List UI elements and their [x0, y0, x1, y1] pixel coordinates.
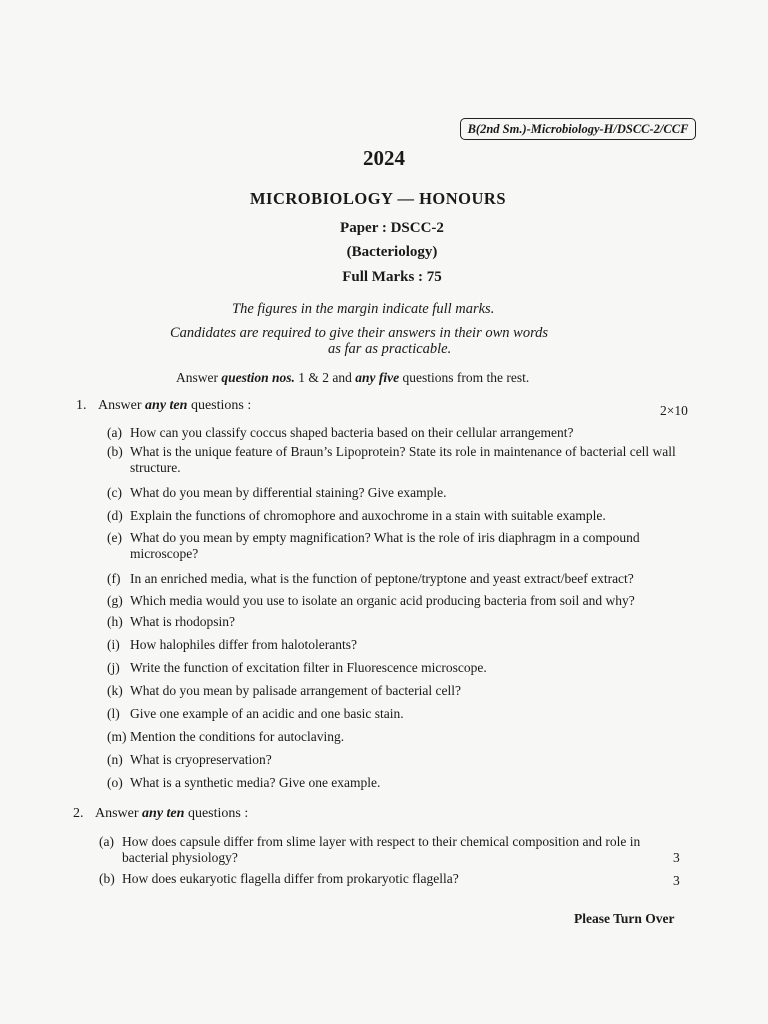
item-text: What do you mean by palisade arrangement of bacterial cell? [130, 683, 461, 698]
paper-subtitle: (Bacteriology) [346, 244, 438, 260]
item-text: Write the function of excitation filter in Fluorescence microscope. [130, 660, 487, 675]
item-label: (l) [107, 706, 120, 721]
item-label: (i) [107, 637, 120, 652]
item-label: (b) [99, 871, 115, 886]
item-text: How does capsule differ from slime layer with respect to their chemical composition and role in bacterial physiology? [122, 834, 641, 865]
question-emphasis: any ten [142, 806, 185, 821]
item-text: How can you classify coccus shaped bacteria based on their cellular arrangement? [130, 425, 574, 440]
item-text: What is cryopreservation? [130, 752, 272, 767]
item-label: (d) [107, 508, 123, 523]
item-text: Which media would you use to isolate an organic acid producing bacteria from soil and why? [130, 593, 635, 608]
question-1-heading [76, 398, 251, 414]
item-label: (n) [107, 752, 123, 767]
item-label: (j) [107, 660, 120, 675]
item-text: What is the unique feature of Braun’s Lipoprotein? State its role in maintenance of bacterial cell wall structure. [130, 444, 676, 475]
item-text: What do you mean by empty magnification? What is the role of iris diaphragm in a compound microscope? [130, 530, 640, 561]
question-number: 2. [73, 806, 84, 821]
instruction-emphasis: any five [355, 370, 400, 385]
item-label: (h) [107, 614, 123, 629]
item-text: In an enriched media, what is the function of peptone/tryptone and yeast extract/beef extract? [130, 571, 634, 586]
item-marks: 3 [673, 873, 680, 888]
item-label: (o) [107, 775, 123, 790]
item-label: (m) [107, 729, 127, 744]
full-marks: Full Marks : 75 [342, 269, 442, 285]
item-text: Mention the conditions for autoclaving. [130, 729, 345, 744]
item-label: (b) [107, 444, 123, 459]
item-text: How halophiles differ from halotolerants? [130, 637, 357, 652]
instruction-text: Answer [176, 370, 222, 385]
item-text: What is rhodopsin? [130, 614, 235, 629]
subject-title: MICROBIOLOGY — HONOURS [249, 189, 507, 208]
item-text: What do you mean by differential staining? Give example. [130, 485, 447, 500]
item-label: (e) [107, 530, 122, 545]
question-emphasis: any ten [145, 398, 188, 413]
note-margin-marks: The figures in the margin indicate full marks. [232, 301, 495, 317]
note-practicable: as far as practicable. [328, 341, 452, 357]
item-label: (f) [107, 571, 121, 586]
item-text: What is a synthetic media? Give one example. [130, 775, 381, 790]
item-label: (a) [107, 425, 122, 440]
item-label: (k) [107, 683, 123, 698]
item-text: How does eukaryotic flagella differ from prokaryotic flagella? [122, 871, 459, 886]
item-label: (c) [107, 485, 122, 500]
general-instruction [176, 370, 529, 386]
paper-name: Paper : DSCC-2 [340, 220, 444, 236]
question-2-heading [73, 806, 248, 822]
question-number: 1. [76, 398, 87, 413]
note-own-words: Candidates are required to give their answers in their own words [170, 325, 549, 341]
item-text: Explain the functions of chromophore and auxochrome in a stain with suitable example. [130, 508, 606, 523]
question-prefix: Answer [98, 398, 146, 413]
question-suffix: questions : [187, 398, 252, 413]
question-prefix: Answer [95, 806, 143, 821]
item-label: (a) [99, 834, 114, 849]
item-label: (g) [107, 593, 123, 608]
item-text: Give one example of an acidic and one basic stain. [130, 706, 404, 721]
please-turn-over: Please Turn Over [574, 911, 675, 926]
question-1-marks: 2×10 [660, 403, 688, 418]
instruction-emphasis: question nos. [221, 370, 295, 385]
exam-year: 2024 [363, 146, 405, 170]
instruction-text: questions from the rest. [399, 370, 530, 385]
paper-code-box: B(2nd Sm.)-Microbiology-H/DSCC-2/CCF [460, 118, 696, 140]
instruction-text: 1 & 2 and [294, 370, 356, 385]
question-suffix: questions : [184, 806, 249, 821]
item-marks: 3 [673, 850, 680, 865]
